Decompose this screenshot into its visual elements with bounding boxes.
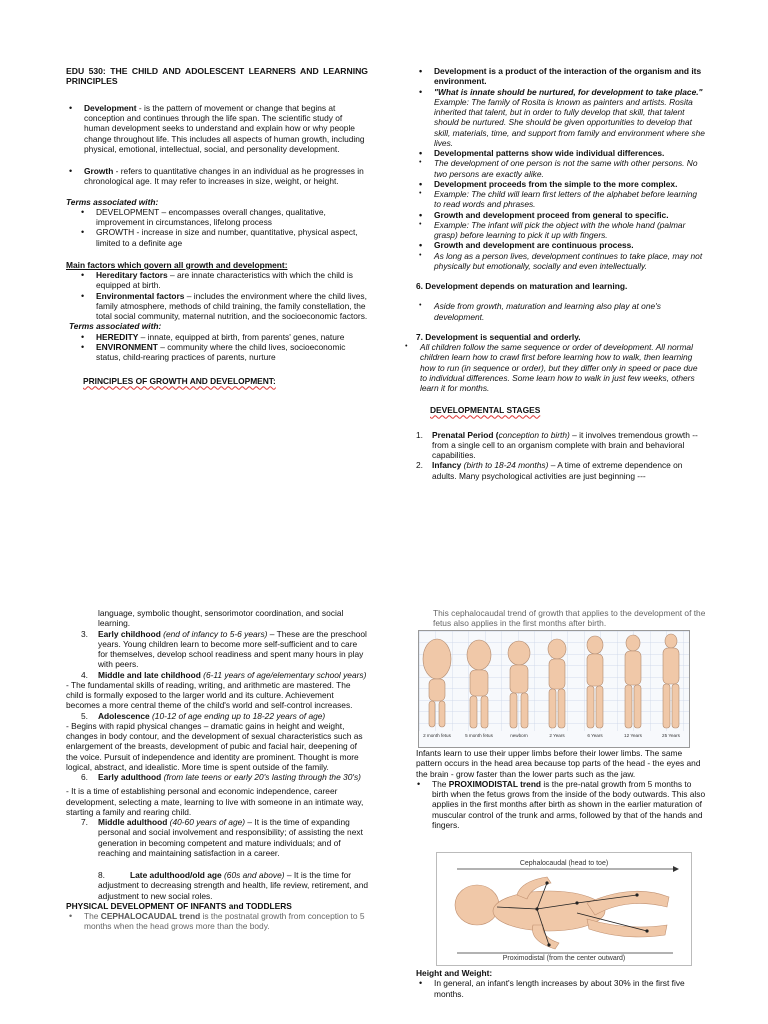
document-title: EDU 530: THE CHILD AND ADOLESCENT LEARNERS AND LEARNING PRINCIPLES: [66, 66, 368, 87]
list-item: • DEVELOPMENT – encompasses overall changes, qualitative, improvement in circumstances, lifelong process: [78, 207, 368, 228]
stage-term: Early childhood: [98, 628, 161, 639]
principle-example: Example: The family of Rosita is known as painters and artists. Rosita inherited that talent, but in order to fully develop that skill, that talent should be nurtured. She should be given opportunities to develop that skill, materials, time, and support from family and environment where she lives.: [434, 96, 705, 148]
stage-description: – It is the time of expanding personal and social involvement and responsibility; of assisting the next generation in becoming competent and mature individuals; and of reaching and maintaining satisfaction in a career.: [98, 817, 363, 858]
principle-heading: 7. Development is sequential and orderly.: [416, 331, 581, 342]
principles-list: [416, 210, 706, 220]
stage-age: (10-12 of age ending up to 18-22 years of age): [149, 710, 326, 721]
definition: - is the pattern of movement or change that begins at conception and continues through the life span. The scientific study of human development seeks to understand and explain how or why people change throughout life. This includes all aspects of human growth, including physical, emotional, intellectual, social, and personality development.: [84, 102, 365, 154]
top-left-column: [66, 66, 368, 387]
stage-age: (end of infancy to 5-6 years): [160, 628, 268, 639]
stages-list: [416, 430, 706, 481]
note-list: [402, 342, 706, 393]
figure-caption-bottom: Proximodistal (from the center outward): [502, 955, 626, 962]
principles-list: [416, 179, 706, 189]
principle-item: • Development is a product of the interaction of the organism and its environment.: [416, 66, 706, 87]
stage-age: conception to birth): [498, 429, 570, 440]
term: Growth: [84, 166, 114, 177]
stage-age: (from late teens or early 20's lasting through the 30's): [161, 772, 361, 782]
figure-label: newborn: [510, 733, 528, 738]
stage-term: Early adulthood: [98, 772, 162, 782]
note-list: [416, 189, 706, 210]
term: CEPHALOCAUDAL trend: [100, 911, 201, 921]
stage-number: 6.: [81, 772, 88, 782]
term: Development: [84, 102, 137, 113]
stage-item: [66, 629, 368, 670]
continued-text: language, symbolic thought, sensorimotor coordination, and social learning.: [98, 608, 344, 629]
infants-paragraph: Infants learn to use their upper limbs before their lower limbs. The same pattern occurs in the head area because top parts of the head - the eyes and the brain - grow faster than the lower parts such as the jaw.: [416, 748, 701, 779]
stage-term: Infancy: [432, 460, 462, 471]
figure-label: 5 month fetus: [465, 733, 493, 738]
body-proportion-figure: [418, 630, 690, 748]
stage-item: [66, 772, 368, 782]
figure-caption-top: Cephalocaudal (head to toe): [519, 860, 609, 867]
stage-item: [416, 430, 706, 461]
definition: - refers to quantitative changes in an individual as he progresses in chronological age. It may refer to increases in size, weight, or height.: [84, 166, 364, 187]
term: ENVIRONMENT: [96, 341, 158, 352]
terms-heading: Terms associated with:: [66, 196, 159, 207]
list-item: [66, 103, 368, 154]
terms-list: [78, 207, 368, 248]
note-list: [416, 158, 706, 179]
height-weight-heading: Height and Weight:: [416, 968, 493, 978]
height-weight-list: [416, 978, 706, 999]
bottom-right-column: [416, 608, 706, 629]
list-item: [414, 779, 706, 830]
bottom-left-column: [66, 608, 368, 932]
stage-description: - It is a time of establishing personal and economic independence, career development, selecting a mate, learning to live with someone in an intimate way, starting a family and rearing child.: [66, 786, 364, 817]
stage-description: – It is the time for adjustment to decreasing strength and health, life review, retirement, and adjustment to new social roles.: [98, 870, 369, 901]
principle-note: • As long as a person lives, development continues to take place, may not physically but emotionally, socially and even intellectually.: [416, 251, 706, 272]
definition: – are innate characteristics with which the child is equipped at birth.: [96, 270, 353, 291]
stage-number: 4.: [81, 669, 88, 680]
principle-note: • Example: The child will learn first letters of the alphabet before learning to read words and phrases.: [416, 189, 706, 210]
body-proportion-illustration: [419, 631, 689, 747]
stage-age: (60s and above): [221, 870, 285, 880]
stage-number: 5.: [81, 710, 88, 721]
height-weight-section: [416, 968, 706, 999]
principles-list: [416, 240, 706, 250]
stage-term: Adolescence: [98, 710, 150, 721]
stage-term: Middle adulthood: [98, 817, 168, 827]
note-list: [416, 220, 706, 241]
text: The: [84, 911, 101, 921]
stage-description: – A time of extreme dependence on adults. Many psychological activities are just beginning ---: [432, 460, 683, 481]
figure-label: 2 month fetus: [423, 733, 451, 738]
factors-heading: Main factors which govern all growth and development:: [66, 259, 288, 270]
note-list: [416, 301, 706, 322]
baby-growth-illustration: [437, 853, 691, 965]
principle-heading: 6. Development depends on maturation and learning.: [416, 281, 628, 291]
top-right-column: [416, 66, 706, 481]
list-item: [66, 166, 368, 187]
definition: – innate, equipped at birth, from parents' genes, nature: [138, 331, 345, 342]
principle-item: • Development proceeds from the simple to the more complex.: [416, 179, 706, 189]
stage-age: (birth to 18-24 months): [461, 460, 549, 471]
figure-label: 2 Years: [549, 733, 565, 738]
list-item: [66, 911, 368, 932]
stage-number: 8.: [98, 870, 105, 880]
stage-description: – These are the preschool years. Young children learn to become more self-sufficient and to care for themselves, develop school readiness and spent many hours in play with peers.: [98, 628, 367, 670]
stage-item: [66, 870, 368, 901]
text: is the pre-natal growth from 5 months to birth when the fetus grows from the inside of the body outwards. This also applies in the first months after birth as shown in the earlier maturation of muscular control of the trunk and arms, followed by that of the hands and fingers.: [432, 778, 706, 830]
terms-list-2: [78, 332, 368, 363]
figure-label: 25 Years: [662, 733, 680, 738]
stage-description: - Begins with rapid physical changes – dramatic gains in height and weight, changes in body contour, and the development of sexual characteristics such as enlargement of the breasts, development of pubic and facial hair, deepening of the voice. Pursuit of independence and identity are prominent. Thought is more logical, abstract, and idealistic. More time is spent outside of the family.: [66, 720, 363, 772]
principle-note: • The development of one person is not the same with other persons. No two persons are exactly alike.: [416, 158, 706, 179]
stage-number: 3.: [81, 628, 88, 639]
cephalocaudal-continued: This cephalocaudal trend of growth that applies to the development of the fetus also applies in the first months after birth.: [433, 608, 706, 629]
principle-quote: "What is innate should be nurtured, for development to take place.": [434, 86, 703, 97]
stage-item: [416, 460, 706, 481]
stage-item: [66, 817, 368, 858]
principles-heading: PRINCIPLES OF GROWTH AND DEVELOPMENT:: [83, 376, 276, 387]
stage-term: Middle and late childhood: [98, 669, 201, 680]
list-item: • GROWTH - increase in size and number, quantitative, physical aspect, limited to a definite age: [78, 227, 368, 248]
principle-note: • All children follow the same sequence or order of development. All normal children learn how to crawl first before learning how to walk, then learning how to run (in sequence or order), but they differ only in speed or pace due to individual differences. Some learn how to walk in just few weeks, others learn it for months.: [402, 342, 706, 393]
stage-term: Prenatal Period (: [432, 429, 499, 440]
stage-number: 1.: [416, 429, 423, 440]
stage-age: (40-60 years of age): [167, 817, 246, 827]
definition: – community where the child lives, socioeconomic status, child-rearing practices of parents, nurture: [96, 341, 346, 363]
principle-item: • Growth and development are continuous process.: [416, 240, 706, 250]
factors-list: [78, 270, 368, 321]
principle-item: • Developmental patterns show wide individual differences.: [416, 148, 706, 158]
principle-note: • Aside from growth, maturation and learning also play at one's development.: [416, 301, 706, 322]
text: is the postnatal growth from conception to 5 months when the head grows more than the body.: [84, 911, 365, 932]
definition: – includes the environment where the child lives, family atmosphere, methods of child training, the family constellation, the total social community, maternal nutrition, and the socioeconomic factors.: [96, 290, 368, 322]
principle-note: • Example: The infant will pick the object with the whole hand (palmar grasp) before learning to pick it up with fingers.: [416, 220, 706, 241]
note-list: [416, 251, 706, 272]
principle-item: [416, 87, 706, 149]
intro-list: [66, 103, 368, 187]
stages-heading: DEVELOPMENTAL STAGES: [430, 405, 541, 416]
principles-list: [416, 66, 706, 158]
list-item: [78, 332, 368, 342]
principle-item: • Growth and development proceed from general to specific.: [416, 210, 706, 220]
stage-description: – it involves tremendous growth -- from a single cell to an organism complete with brain and behavioral capabilities.: [432, 429, 698, 460]
physical-list: [66, 911, 368, 932]
stage-number: 2.: [416, 460, 423, 471]
physical-heading: PHYSICAL DEVELOPMENT OF INFANTS and TODDLERS: [66, 900, 292, 911]
growth-direction-figure: [436, 852, 692, 966]
stage-description: - The fundamental skills of reading, writing, and arithmetic are mastered. The child is formally exposed to the larger world and its culture. Achievement becomes a more central theme of the child's world and self-control increases.: [66, 679, 353, 711]
stage-item: [66, 670, 368, 680]
list-item: [78, 270, 368, 291]
stage-age: (6-11 years of age/elementary school years): [200, 669, 367, 680]
stage-item: [66, 711, 368, 721]
figure-label: 12 Years: [624, 733, 642, 738]
stage-number: 7.: [81, 817, 88, 827]
stage-term: Late adulthood/old age: [130, 870, 222, 880]
terms-heading-2: Terms associated with:: [69, 321, 162, 332]
text: The: [432, 778, 449, 789]
proximodistal-list: [414, 779, 706, 830]
term: Environmental factors: [96, 290, 185, 301]
term: PROXIMODISTAL trend: [448, 778, 542, 789]
list-item: [78, 342, 368, 363]
figure-label: 6 Years: [587, 733, 603, 738]
term: HEREDITY: [96, 331, 139, 342]
term: Hereditary factors: [96, 270, 168, 281]
list-item: [78, 291, 368, 322]
list-item: • In general, an infant's length increases by about 30% in the first five months.: [416, 978, 706, 999]
bottom-right-column-cont: [416, 748, 706, 830]
